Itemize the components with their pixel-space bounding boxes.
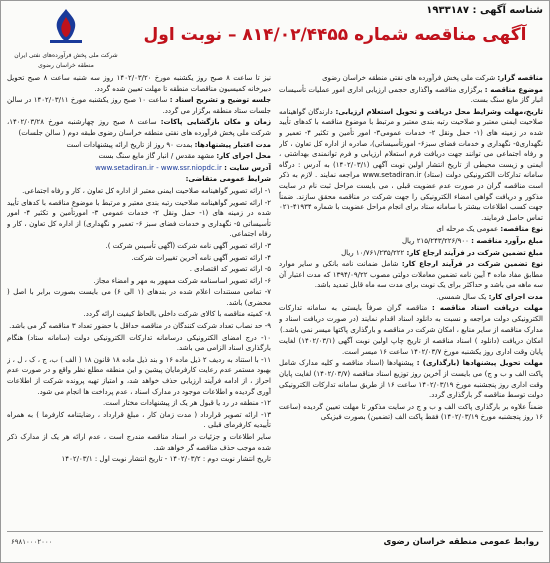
paragraph-label: مهلت تحویل پیشنهادها (بارگذاری) : [416,359,543,368]
paragraph-text: ضمناً علاوه بر بارگذاری پاکت الف و ب و ج در سایت مذکور تا مهلت تعیین گردیده (ساعت ۱۶ روز پنجشنبه مورخ ۱۴۰۲/۰۳/۱۹) فقط پاکت الف (تضمین) بصورت فیزیکی [279,402,543,422]
footer-divider [7,531,543,532]
ad-identifier: شناسه آگهی : ۱۹۳۳۱۸۷ [426,5,543,16]
paragraph-text: ۱۱- با استناد به ردیف ۲ ذیل ماده ۱۶ و بند ذیل ماده ۱۸ قانون ۱۸ ( الف ) ب، ج ، ک ، ل ، ز بهبود مستمر عدم رعایت کارفرمایان پیشین و این منطقه مطلع نظر واقع و در صورت عدم احراز ، از ادامه فرآیند ارزیابی حذف خواهد شد، و امتیاز تهیه پرونده شرکت از اطلاعات آوری گردیده و اطلاعات موجود در مدارک اسناد ، عدم پرداخت ها انجام می شود. [7,355,271,396]
paragraph-text: ساعت ۱۰ صبح روز یکشنبه مورخ ۱۴۰۲/۰۳/۱۱ در سالن جلسات ستاد منطقه برگزار می گردد. [7,96,271,115]
paragraph-text: ۱- ارائه تصویر گواهینامه صلاحیت ایمنی معتبر از اداره کل تعاون ، کار و رفاه اجتماعی. [22,186,271,195]
paragraph [7,163,271,174]
paragraph [7,333,271,354]
paragraph-label: مبلغ تضمین شرکت در فرآیند ارجاع کار: [406,248,543,257]
paragraph-text: ۲- ارائه تصویر گواهینامه صلاحیت رتبه بندی معتبر و مرتبط با موضوع مناقصه با کدهای تأیید شده در زمینه های (۱- حمل ونقل ۲- خدمات عمومی ۳- امورتأمین و تکثیر ۴- امور تأسیساتی ۵- نگهداری و خدمات فضای سبز ۶- تعمیر و نگهداری) از اداره کل تعاون ، کار و رفاه اجتماعی. [7,198,271,239]
paragraph-text: پیشنهادها (اسناد مناقصه و کلیه مدارک شامل پاکت الف و ب و ج) می بایست از آخرین روز توزیع اسناد مناقصه (۱۴۰۲/۰۳/۷) لغایت پایان وقت اداری روز پنجشنبه مورخ ۱۴۰۲/۰۳/۱۹ ساعت ۱۶ از طریق سامانه تدارکات الکترونیکی دولت توسط مناقصه گر بارگذاری گردد. [279,359,543,400]
paragraph-text: عمومی یک مرحله ای [436,225,499,234]
paragraph [7,117,271,138]
right-column [279,73,543,529]
paragraph-label: مهلت دریافت اسناد مناقصه : [432,304,543,313]
paragraph-text: ۹- حد نصاب تعداد شرکت کنندگان در مناقصه حداقل با حضور تعداد ۳ مناقصه گر می باشد. [9,322,271,331]
paragraph-label: آدرس سایت : [224,163,271,172]
paragraph [7,95,271,116]
logo-company-name: شرکت ملی پخش فرآورده‌های نفتی ایران [14,52,118,59]
paragraph [7,241,271,252]
paragraph-label: مدت اعتبار پیشنهادها: [194,140,271,149]
paragraph [7,309,271,320]
paragraph [279,402,543,423]
paragraph-text: ۶- ارائه تصویر اساسنامه شرکت ممهور به مهر و امضاء مجاز. [93,276,271,285]
paragraph [279,85,543,106]
paragraph [279,336,543,357]
paragraph [7,186,271,197]
paragraph [279,224,543,235]
paragraph-text: ۲۱۵/۲۴۳/۲۲۶/۹۰۰ ریال [401,236,469,245]
paragraph-text: ۸- کمیته مناقصه با کالای شرکت داخلی بالحاظ کیفیت ارائه گردد. [83,310,271,319]
paragraph [279,303,543,335]
ad-body [7,73,543,529]
paragraph [7,398,271,409]
paragraph [7,198,271,240]
paragraph-label: محل اجرای کار: [216,152,271,161]
paragraph [279,259,543,291]
paragraph-label: نوع تضمین شرکت در فرآیند ارجاع کار: [401,260,543,269]
niopdc-flame-icon [44,7,88,45]
paragraph [279,358,543,400]
paragraph-label: شرایط عمومی متقاضی: [185,175,271,184]
paragraph-label: مناقصه گزار: [497,74,543,82]
paragraph-text: مشهد مقدس / انبار گاز مایع سنگ بست [98,152,215,161]
paragraph [7,276,271,287]
paragraph [7,410,271,431]
paragraph-label: جلسه توضیح و تشریح اسناد : [169,96,271,105]
paragraph [7,287,271,308]
paragraph-label: مدت اجرای کار: [488,292,543,301]
paragraph-text: ۱۰- درج امضای الکترونیکی درسامانه تدارکات الکترونیکی دولت (سامانه ستاد) هنگام بارگذاری اسناد الزامی می باشد. [7,333,271,353]
paragraph-text: ۱۲- منطقه در رد یا قبول هر یک از پیشنهادات مختار است. [103,399,271,408]
paragraph [7,151,271,162]
paragraph-text: مناقصه گران صرفاً بایستی به سامانه تدارکات الکترونیکی دولت مراجعه و نسبت به دانلود اسناد اقدام نمایند (در صورت دریافت اسناد و مدارک مناقصه از سایر منابع ، امکان شرکت در مناقصه و بارگذاری پاکتها میسر نمی باشد.) [279,304,543,334]
paragraph-text: ۱۳- ارائه تصویر قرارداد ( مدت زمان کار ، مبلغ قرارداد ، رضایتنامه کارفرما ) به همراه تأییدیه کارفرمای قبلی . [7,410,271,430]
tender-title: آگهی مناقصه شماره ۸۱۴/۰۲/۴۴۵۵ – نوبت اول [143,25,527,45]
paragraph [7,321,271,332]
paragraph-text: ساعت ۸ صبح روز چهارشنبه مورخ ۱۴۰۲/۰۳/۲۸، شرکت ملی پخش فرآورده های نفتی منطقه خراسان رضوی طبقه دوم ( سالن جلسات) [7,118,271,137]
paragraph-text: www.setadiran.ir - www.ssr.niopdc.ir [95,163,222,172]
paragraph-text: تاریخ انتشار نوبت دوم : ۱۴۰۲/۰۳/۲ - تاریخ انتشار نوبت اول : ۱۴۰۲/۰۳/۱ [61,455,271,464]
paragraph [7,264,271,275]
paragraph-text: سایر اطلاعات و جزئیات در اسناد مناقصه مندرج است ، عدم ارائه هر یک از مدارک ذکر شده موجب حذف مناقصه گر خواهد شد. [7,433,271,452]
paragraph-text: ۱۰/۷۶۱/۲۳۵/۲۲۲ ریال [341,248,405,257]
ad-header [5,5,545,71]
paragraph [7,432,271,453]
paragraph-text: ۷- تمامی مستندات اعلام شده در بندهای (۱ الی ۶) می بایست بصورت برابر با اصل ( محضری) باشد. [7,288,271,307]
paragraph-text: برگزاری مناقصه واگذاری حجمی ارزیابی اداری امور عملیات تأسیسات انبار گاز مایع سنگ بست. [279,85,543,105]
paragraph [7,253,271,264]
paragraph-text: ۴- ارائه تصویر آگهی نامه آخرین تغییرات شرکت. [131,253,271,262]
paragraph [279,292,543,303]
paragraph-text: یک سال شمسی. [436,292,487,301]
left-column [7,73,271,529]
paragraph-text: بمدت ۹۰ روز از تاریخ ارائه پیشنهادات است [66,140,193,149]
paragraph [7,140,271,151]
paragraph [7,355,271,397]
paragraph [279,73,543,84]
logo-region-name: منطقه خراسان رضوی [38,62,94,69]
paragraph [279,107,543,224]
paragraph-text: نیز تا ساعت ۸ صبح روز یکشنبه مورخ ۱۴۰۲/۰۳/۲۰ روز سه شنبه ساعت ۸ صبح تحویل دبیرخانه کمیسیون مناقصات منطقه تا مهلت تعیین شده گردد. [7,74,271,93]
paragraph-label: زمان و مکان بازگشایی پاکات: [160,118,271,127]
paragraph-text: شرکت ملی پخش فرآورده های نفتی منطقه خراسان رضوی [322,74,496,82]
paragraph-text: ۳- ارائه تصویر آگهی نامه شرکت (آگهی تأسیس شرکت ). [105,241,271,250]
paragraph-text: دارندگان گواهینامه صلاحیت ایمنی معتبر و صلاحیت رتبه بندی معتبر و مرتبط با موضوع مناقصه با کدهای تأیید شده در زمینه های (۱- حمل ونقل ۲- خدمات عمومی۳- امور تأمین و تکثیر ۴- تعمیر و نگهداری۵- نگهداری و خدمات فضای سبز۶- امورتأسیساتی)، صادره از اداره کل تعاون ، کار و رفاه اجتماعی می توانند جهت دریافت فرم استعلام ارزیابی و فرم توانمندی بهداشتی ، ایمنی و زیست محیطی از تاریخ انتشار اولین نوبت آگهی (۱۴۰۲/۰۳/۱) به آدرس : درگاه سامانه تدارکات الکترونیکی دولت (ستاد) www.setadiran.ir مراجعه نمایند . لازم به ذکر است مناقصه گران در صورت عدم عضویت قبلی ، می بایست مراحل ثبت نام در سایت مذکور و دریافت گواهی امضاء الکترونیکی را جهت شرکت در مناقصه محقق سازند. ضمناً جهت کسب اطلاعات بیشتر با سامانه ستاد برای انجام مراحل عضویت با شماره ۴۱۹۳۴-۰۲۱ تماس حاصل فرمایند. [279,107,543,222]
public-relations-signature: روابط عمومی منطقه خراسان رضوی [383,537,539,547]
publication-code: ۶۹۸۱۰۰۰۲۰۰۰ [11,538,53,546]
paragraph-label: نوع مناقصه: [500,225,543,234]
paragraph [7,454,271,465]
paragraph [279,236,543,247]
paragraph-label: مبلغ برآورد مناقصه : [471,236,543,245]
paragraph [7,174,271,185]
paragraph-text: ۵- ارائه تصویر کد اقتصادی . [189,265,271,274]
paragraph-label: تاریخ،مهلت وشرایط محل دریافت و تحویل استعلام ارزیابی: [335,107,543,116]
paragraph-text: شامل ضمانت نامه بانکی و سایر موارد مطابق مفاد ماده ۴ آیین نامه تضمین معاملات دولتی مصوب ۱۳۹۴/۰۹/۲۲ که مدت اعتبار آن سه ماهه می باشد و حداکثر برای یک نوبت برای مدت سه ماه قابل تمدید باشد. [279,260,543,290]
paragraph-label: موضوع مناقصه : [484,85,543,94]
company-logo [11,7,121,69]
paragraph-text: امکان دریافت (دانلود ) اسناد مناقصه از تاریخ چاپ اولین نوبت آگهی (۱۴۰۲/۰۳/۱) لغایت پایان وقت اداری روز یکشنبه مورخ ۱۴۰۲/۰۳/۷ ساعت ۱۶ میسر است. [279,337,543,356]
paragraph [279,248,543,259]
paragraph [7,73,271,94]
